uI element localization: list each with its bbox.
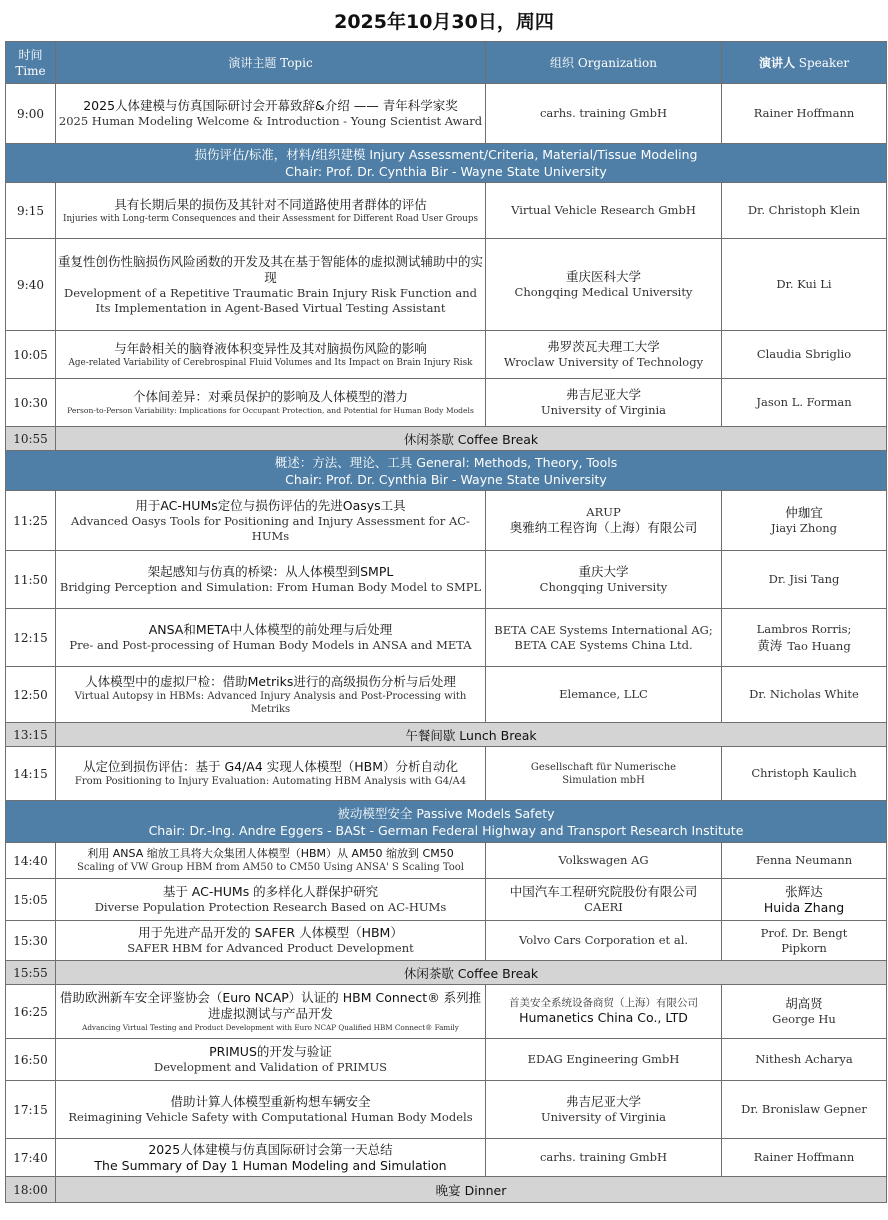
topic-cell: 用于先进产品开发的 SAFER 人体模型（HBM） SAFER HBM for Advanced Product Development	[56, 921, 486, 961]
table-row	[6, 379, 887, 427]
org-cell: Elemance, LLC	[486, 667, 722, 723]
speaker-cell: Prof. Dr. Bengt Pipkorn	[722, 921, 887, 961]
org-cell: Gesellschaft für Numerische Simulation mbH	[486, 747, 722, 801]
session-cell: 损伤评估/标准，材料/组织建模 Injury Assessment/Criteria, Material/Tissue Modeling Chair: Prof. Dr. Cynthia Bir - Wayne State University	[6, 144, 887, 183]
speaker-cell: Dr. Nicholas White	[722, 667, 887, 723]
header-org: 组织 Organization	[486, 42, 722, 84]
topic-cell: 用于AC-HUMs定位与损伤评估的先进Oasys工具 Advanced Oasys Tools for Positioning and Injury Assessment for AC-HUMs	[56, 491, 486, 551]
time-cell: 11:50	[6, 551, 56, 609]
speaker-cell: 仲珈宜 Jiayi Zhong	[722, 491, 887, 551]
org-cell: 重庆医科大学 Chongqing Medical University	[486, 239, 722, 331]
time-cell: 14:40	[6, 843, 56, 879]
time-cell: 11:25	[6, 491, 56, 551]
break-label: 休闲茶歇 Coffee Break	[56, 427, 887, 451]
topic-cell: 基于 AC-HUMs 的多样化人群保护研究 Diverse Population Protection Research Based on AC-HUMs	[56, 879, 486, 921]
speaker-cell: Rainer Hoffmann	[722, 1139, 887, 1177]
time-cell: 10:55	[6, 427, 56, 451]
org-cell: Volkswagen AG	[486, 843, 722, 879]
table-row	[6, 879, 887, 921]
table-header-row	[6, 42, 887, 84]
table-row	[6, 985, 887, 1039]
break-row	[6, 1177, 887, 1203]
table-row	[6, 843, 887, 879]
table-row	[6, 747, 887, 801]
topic-cell: ANSA和META中人体模型的前处理与后处理 Pre- and Post-processing of Human Body Models in ANSA and META	[56, 609, 486, 667]
time-cell: 12:15	[6, 609, 56, 667]
agenda-table	[5, 41, 887, 1203]
time-cell: 13:15	[6, 723, 56, 747]
speaker-cell: Nithesh Acharya	[722, 1039, 887, 1081]
speaker-cell: Claudia Sbriglio	[722, 331, 887, 379]
topic-cell: 2025人体建模与仿真国际研讨会第一天总结 The Summary of Day 1 Human Modeling and Simulation	[56, 1139, 486, 1177]
break-row	[6, 723, 887, 747]
time-cell: 17:15	[6, 1081, 56, 1139]
speaker-cell: Dr. Jisi Tang	[722, 551, 887, 609]
table-row	[6, 183, 887, 239]
topic-cell: 从定位到损伤评估：基于 G4/A4 实现人体模型（HBM）分析自动化 From Positioning to Injury Evaluation: Automating HBM Analysis with G4/A4	[56, 747, 486, 801]
time-cell: 10:30	[6, 379, 56, 427]
session-header-row	[6, 451, 887, 491]
topic-cell: 个体间差异：对乘员保护的影响及人体模型的潜力 Person-to-Person Variability: Implications for Occupant Protection, and Potential for Human Body Models	[56, 379, 486, 427]
topic-cell: 借助欧洲新车安全评鉴协会（Euro NCAP）认证的 HBM Connect® 系列推进虚拟测试与产品开发 Advancing Virtual Testing and Product Development with Euro NCAP Qualified HBM Connect® Family	[56, 985, 486, 1039]
time-cell: 15:30	[6, 921, 56, 961]
org-cell: BETA CAE Systems International AG; BETA CAE Systems China Ltd.	[486, 609, 722, 667]
time-cell: 10:05	[6, 331, 56, 379]
speaker-cell: 胡高贤 George Hu	[722, 985, 887, 1039]
session-header-row	[6, 801, 887, 843]
time-cell: 16:50	[6, 1039, 56, 1081]
speaker-cell: Dr. Kui Li	[722, 239, 887, 331]
time-cell: 16:25	[6, 985, 56, 1039]
org-cell: carhs. training GmbH	[486, 84, 722, 144]
header-speaker: 演讲人 Speaker	[722, 42, 887, 84]
table-row	[6, 667, 887, 723]
topic-cell: 人体模型中的虚拟尸检：借助Metriks进行的高级损伤分析与后处理 Virtual Autopsy in HBMs: Advanced Injury Analysis and Post-Processing with Metriks	[56, 667, 486, 723]
org-cell: 弗罗茨瓦夫理工大学 Wroclaw University of Technology	[486, 331, 722, 379]
break-row	[6, 427, 887, 451]
header-topic: 演讲主题 Topic	[56, 42, 486, 84]
topic-cell: PRIMUS的开发与验证 Development and Validation of PRIMUS	[56, 1039, 486, 1081]
topic-cell: 与年龄相关的脑脊液体积变异性及其对脑损伤风险的影响 Age-related Variability of Cerebrospinal Fluid Volumes and Its Impact on Brain Injury Risk	[56, 331, 486, 379]
time-cell: 12:50	[6, 667, 56, 723]
org-cell: Volvo Cars Corporation et al.	[486, 921, 722, 961]
session-cell: 概述：方法、理论、工具 General: Methods, Theory, Tools Chair: Prof. Dr. Cynthia Bir - Wayne State University	[6, 451, 887, 491]
time-cell: 18:00	[6, 1177, 56, 1203]
org-cell: 中国汽车工程研究院股份有限公司 CAERI	[486, 879, 722, 921]
time-cell: 9:00	[6, 84, 56, 144]
org-cell: 弗吉尼亚大学 University of Virginia	[486, 1081, 722, 1139]
org-cell: EDAG Engineering GmbH	[486, 1039, 722, 1081]
time-cell: 9:15	[6, 183, 56, 239]
table-row	[6, 609, 887, 667]
table-row	[6, 239, 887, 331]
org-cell: 首美安全系统设备商贸（上海）有限公司 Humanetics China Co., LTD	[486, 985, 722, 1039]
table-row	[6, 331, 887, 379]
speaker-cell: Christoph Kaulich	[722, 747, 887, 801]
break-label: 晚宴 Dinner	[56, 1177, 887, 1203]
topic-cell: 2025人体建模与仿真国际研讨会开幕致辞&介绍 —— 青年科学家奖 2025 Human Modeling Welcome & Introduction - Young Scientist Award	[56, 84, 486, 144]
time-cell: 15:05	[6, 879, 56, 921]
table-row	[6, 921, 887, 961]
speaker-cell: Rainer Hoffmann	[722, 84, 887, 144]
header-time: 时间 Time	[6, 42, 56, 84]
org-cell: 重庆大学 Chongqing University	[486, 551, 722, 609]
break-label: 午餐间歇 Lunch Break	[56, 723, 887, 747]
org-cell: 弗吉尼亚大学 University of Virginia	[486, 379, 722, 427]
time-cell: 9:40	[6, 239, 56, 331]
org-cell: carhs. training GmbH	[486, 1139, 722, 1177]
topic-cell: 借助计算人体模型重新构想车辆安全 Reimagining Vehicle Safety with Computational Human Body Models	[56, 1081, 486, 1139]
time-cell: 14:15	[6, 747, 56, 801]
session-cell: 被动模型安全 Passive Models Safety Chair: Dr.-Ing. Andre Eggers - BASt - German Federal Highway and Transport Research Institute	[6, 801, 887, 843]
speaker-cell: 张辉达 Huida Zhang	[722, 879, 887, 921]
speaker-cell: Lambros Rorris; 黄涛 Tao Huang	[722, 609, 887, 667]
table-row	[6, 1039, 887, 1081]
speaker-cell: Dr. Christoph Klein	[722, 183, 887, 239]
speaker-cell: Fenna Neumann	[722, 843, 887, 879]
speaker-cell: Dr. Bronislaw Gepner	[722, 1081, 887, 1139]
topic-cell: 具有长期后果的损伤及其针对不同道路使用者群体的评估 Injuries with Long-term Consequences and their Assessment for Different Road User Groups	[56, 183, 486, 239]
table-row	[6, 1139, 887, 1177]
session-header-row	[6, 144, 887, 183]
time-cell: 17:40	[6, 1139, 56, 1177]
page-title: 2025年10月30日，周四	[334, 11, 554, 33]
org-cell: Virtual Vehicle Research GmbH	[486, 183, 722, 239]
break-row	[6, 961, 887, 985]
speaker-cell: Jason L. Forman	[722, 379, 887, 427]
table-row	[6, 1081, 887, 1139]
topic-cell: 利用 ANSA 缩放工具将大众集团人体模型（HBM）从 AM50 缩放到 CM50 Scaling of VW Group HBM from AM50 to CM50 Using ANSA' S Scaling Tool	[56, 843, 486, 879]
time-cell: 15:55	[6, 961, 56, 985]
org-cell: ARUP 奥雅纳工程咨询（上海）有限公司	[486, 491, 722, 551]
break-label: 休闲茶歇 Coffee Break	[56, 961, 887, 985]
table-row	[6, 84, 887, 144]
topic-cell: 重复性创伤性脑损伤风险函数的开发及其在基于智能体的虚拟测试辅助中的实现 Development of a Repetitive Traumatic Brain Injury Risk Function and Its Implementation in Agent-Based Virtual Testing Assistant	[56, 239, 486, 331]
table-row	[6, 491, 887, 551]
topic-cell: 架起感知与仿真的桥梁：从人体模型到SMPL Bridging Perception and Simulation: From Human Body Model to SMPL	[56, 551, 486, 609]
table-row	[6, 551, 887, 609]
